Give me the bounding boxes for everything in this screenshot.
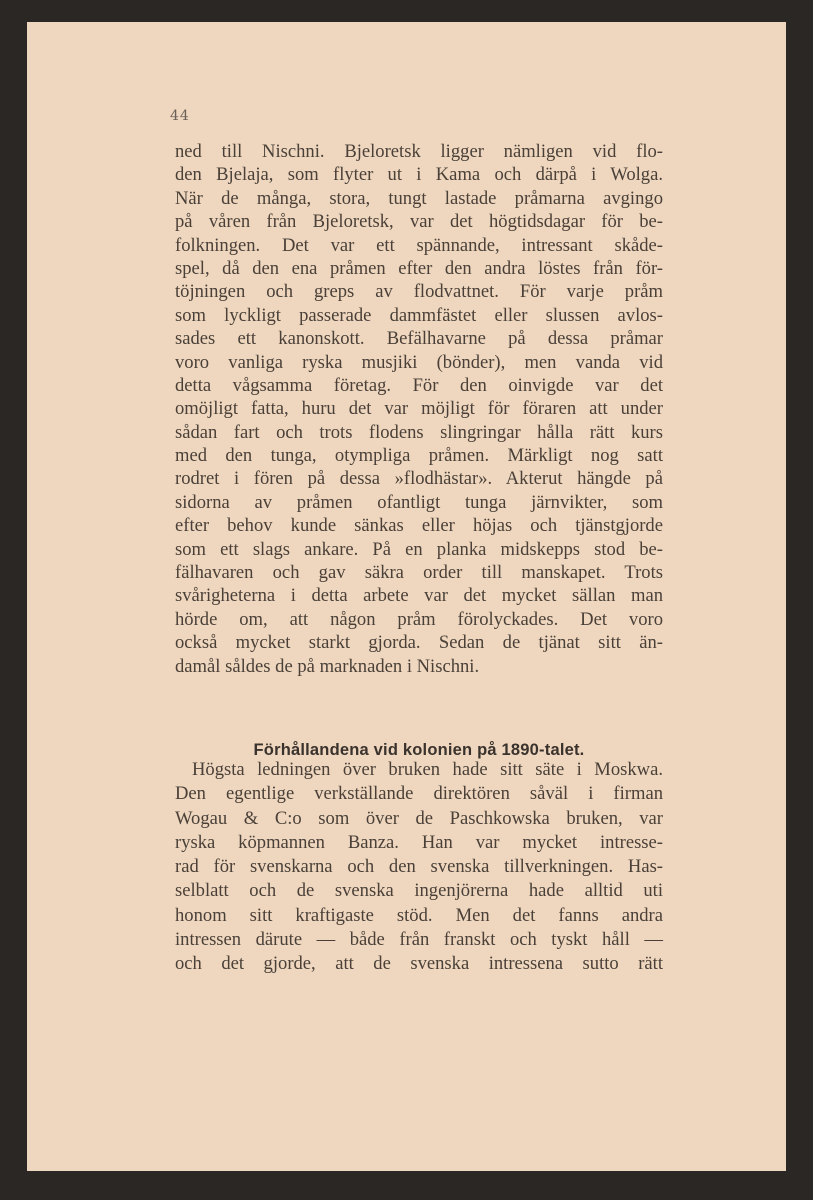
text-line: hörde om, att någon pråm förolyckades. Det voro (175, 608, 663, 630)
paragraph-1 (175, 140, 663, 678)
text-line: efter behov kunde sänkas eller höjas och tjänstgjorde (175, 515, 663, 537)
text-line: spel, då den ena pråmen efter den andra löstes från för- (175, 257, 663, 279)
text-line: också mycket starkt gjorda. Sedan de tjänat sitt än- (175, 632, 663, 654)
text-line: och det gjorde, att de svenska intressena sutto rätt (175, 953, 663, 975)
text-line: fälhavaren och gav säkra order till manskapet. Trots (175, 562, 663, 584)
text-line: med den tunga, otympliga pråmen. Märkligt nog satt (175, 445, 663, 467)
text-line: Den egentlige verkställande direktören såväl i firman (175, 783, 663, 805)
text-line: Wogau & C:o som över de Paschkowska bruken, var (175, 807, 663, 829)
text-line: sådan fart och trots flodens slingringar hålla rätt kurs (175, 421, 663, 443)
paragraph-2 (175, 758, 663, 977)
text-line: rodret i fören på dessa »flodhästar». Akterut hängde på (175, 468, 663, 490)
text-line: När de många, stora, tungt lastade pråmarna avgingo (175, 187, 663, 209)
text-line: folkningen. Det var ett spännande, intressant skåde- (175, 234, 663, 256)
text-line: honom sitt kraftigaste stöd. Men det fanns andra (175, 904, 663, 926)
text-line: omöjligt fatta, huru det var möjligt för föraren att under (175, 398, 663, 420)
text-line: voro vanliga ryska musjiki (bönder), men vanda vid (175, 351, 663, 373)
text-line: ned till Nischni. Bjeloretsk ligger nämligen vid flo- (175, 141, 663, 162)
text-line: som ett slags ankare. På en planka midskepps stod be- (175, 538, 663, 560)
text-line: intressen därute — både från franskt och tyskt håll — (175, 929, 663, 951)
text-line: svårigheterna i detta arbete var det mycket sällan man (175, 585, 663, 607)
text-line: ryska köpmannen Banza. Han var mycket intresse- (175, 831, 663, 853)
text-line: Högsta ledningen över bruken hade sitt säte i Moskwa. (192, 759, 663, 780)
text-line: som lyckligt passerade dammfästet eller slussen avlos- (175, 304, 663, 326)
text-line: töjningen och greps av flodvattnet. För varje pråm (175, 281, 663, 303)
text-line: rad för svenskarna och den svenska tillverkningen. Has- (175, 856, 663, 878)
text-line: på våren från Bjeloretsk, var det högtidsdagar för be- (175, 211, 663, 233)
section-heading: Förhållandena vid kolonien på 1890-talet. (253, 741, 585, 759)
text-line: sidorna av pråmen ofantligt tunga järnvikter, som (175, 491, 663, 513)
text-line: damål såldes de på marknaden i Nischni. (175, 655, 480, 677)
page-number: 44 (170, 108, 190, 124)
text-line: selblatt och de svenska ingenjörerna hade alltid uti (175, 880, 663, 902)
text-line: den Bjelaja, som flyter ut i Kama och därpå i Wolga. (175, 164, 663, 186)
text-line: sades ett kanonskott. Befälhavarne på dessa pråmar (175, 328, 663, 350)
text-line: detta vågsamma företag. För den oinvigde var det (175, 374, 663, 396)
